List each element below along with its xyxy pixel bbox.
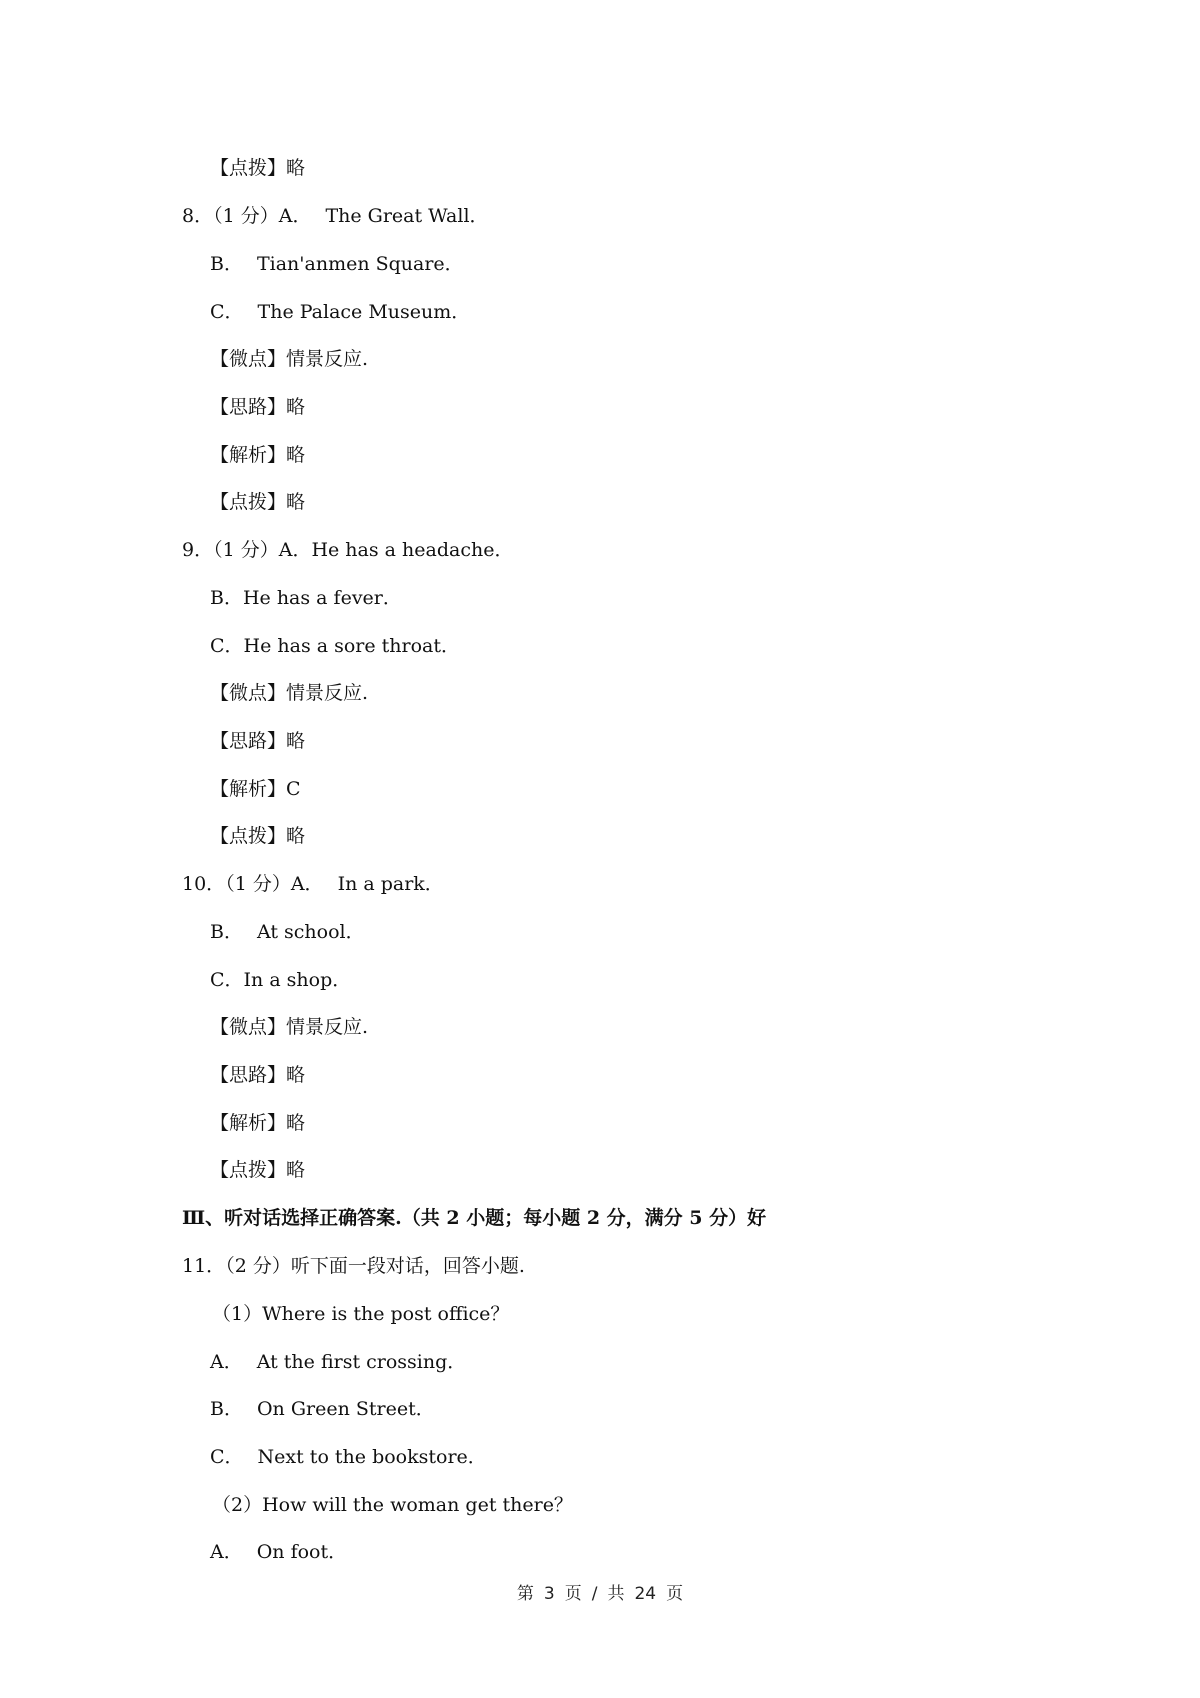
q9-silu <box>210 729 305 753</box>
note-text: 【解析】略 <box>210 444 306 466</box>
note-text: 【微点】情景反应. <box>210 1016 369 1038</box>
option-text: At school． <box>256 921 365 943</box>
option-text: Tian'anmen Square． <box>256 253 464 275</box>
note-dianbo-q7 <box>210 156 305 180</box>
total-pages-number: 24 <box>634 1584 657 1604</box>
q8-dianbo <box>210 490 305 514</box>
q10-option-b <box>210 920 365 944</box>
footer-total-prefix: 共 <box>607 1584 625 1604</box>
option-letter: A． <box>210 1351 243 1373</box>
question-10 <box>182 872 444 896</box>
note-text: 【点拨】略 <box>210 825 306 847</box>
q8-silu <box>210 395 305 419</box>
question-score: （1 分） <box>213 205 279 227</box>
option-letter: A． <box>290 873 324 895</box>
q11-1-option-a <box>210 1350 466 1374</box>
option-letter: B． <box>210 1398 243 1420</box>
note-text: 【点拨】略 <box>210 1159 306 1181</box>
option-letter: B． <box>210 253 243 275</box>
option-text: Next to the bookstore． <box>257 1446 487 1468</box>
q9-option-c <box>210 634 460 658</box>
question-text: 听下面一段对话，回答小题. <box>290 1255 525 1277</box>
q10-option-c <box>210 968 351 992</box>
q8-option-c <box>210 300 470 324</box>
q8-jiexi <box>210 443 305 467</box>
question-score: （2 分） <box>225 1255 291 1277</box>
note-text: 【思路】略 <box>210 396 306 418</box>
question-number: 10． <box>182 873 226 895</box>
option-text: C．He has a sore throat． <box>210 635 461 657</box>
option-text: On foot． <box>256 1541 348 1563</box>
question-number: 9． <box>182 539 214 561</box>
option-text: The Great Wall． <box>325 205 489 227</box>
question-score: （1 分） <box>213 539 279 561</box>
note-text: 【点拨】略 <box>210 491 306 513</box>
option-text: B．He has a fever． <box>210 587 402 609</box>
sub-question-text: （2）How will the woman get there？ <box>212 1494 573 1516</box>
q8-weidian <box>210 347 368 371</box>
note-text: 【解析】C <box>210 778 301 800</box>
q9-dianbo <box>210 824 305 848</box>
option-letter: C． <box>210 1446 244 1468</box>
note-text: 【解析】略 <box>210 1112 306 1134</box>
option-text: A．He has a headache． <box>278 539 514 561</box>
q10-weidian <box>210 1015 368 1039</box>
question-9 <box>182 538 513 562</box>
option-text: In a park． <box>337 873 444 895</box>
note-text: 【点拨】略 <box>210 157 306 179</box>
q8-option-b <box>210 252 464 276</box>
sub-question-text: （1）Where is the post office？ <box>212 1303 510 1325</box>
option-text: The Palace Museum． <box>257 301 471 323</box>
page-footer <box>0 1583 1200 1605</box>
q11-2-option-a <box>210 1540 347 1564</box>
section-heading <box>182 1206 766 1230</box>
q10-jiexi <box>210 1111 305 1135</box>
q11-sub-2 <box>212 1493 573 1517</box>
option-letter: A． <box>210 1541 243 1563</box>
question-11 <box>182 1254 525 1278</box>
note-text: 【思路】略 <box>210 1064 306 1086</box>
q9-weidian <box>210 681 368 705</box>
section-title: Ⅲ、听对话选择正确答案.（共 2 小题；每小题 2 分，满分 5 分）好 <box>182 1207 767 1229</box>
option-text: C．In a shop． <box>210 969 352 991</box>
question-number: 11． <box>182 1255 226 1277</box>
note-text: 【微点】情景反应. <box>210 348 369 370</box>
current-page-number: 3 <box>543 1584 555 1604</box>
footer-slash: / <box>591 1584 598 1604</box>
footer-prefix: 第 <box>516 1584 534 1604</box>
q10-silu <box>210 1063 305 1087</box>
footer-page-word: 页 <box>564 1584 582 1604</box>
option-letter: C． <box>210 301 244 323</box>
q10-dianbo <box>210 1158 305 1182</box>
option-letter: B． <box>210 921 243 943</box>
option-letter: A． <box>278 205 312 227</box>
q9-option-b <box>210 586 402 610</box>
question-8 <box>182 204 489 228</box>
footer-page-word-2: 页 <box>666 1584 684 1604</box>
q11-sub-1 <box>212 1302 509 1326</box>
option-text: At the first crossing． <box>256 1351 467 1373</box>
question-number: 8． <box>182 205 214 227</box>
note-text: 【思路】略 <box>210 730 306 752</box>
question-score: （1 分） <box>225 873 291 895</box>
q11-1-option-c <box>210 1445 487 1469</box>
q11-1-option-b <box>210 1397 435 1421</box>
option-text: On Green Street． <box>256 1398 435 1420</box>
q9-jiexi <box>210 777 301 801</box>
note-text: 【微点】情景反应. <box>210 682 369 704</box>
